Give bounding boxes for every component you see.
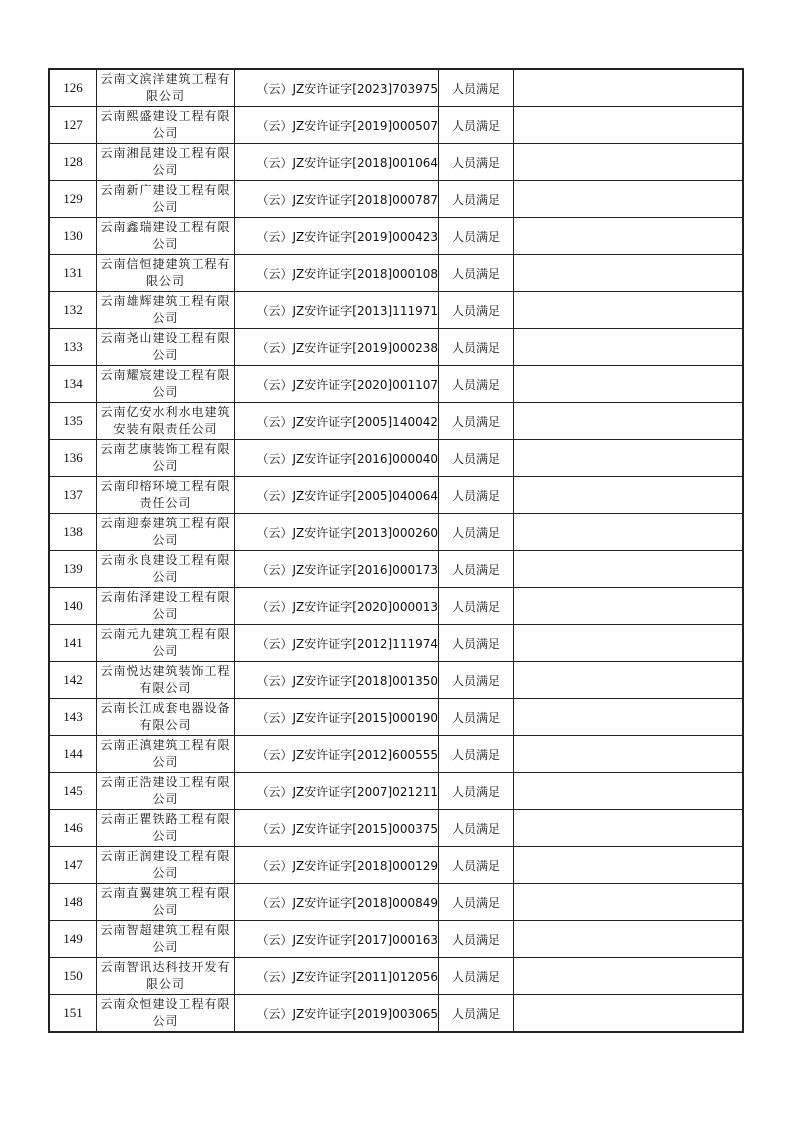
cell-note — [514, 69, 744, 107]
cell-note — [514, 440, 744, 477]
table-row — [49, 551, 743, 588]
cell-note — [514, 329, 744, 366]
cell-number: 150 — [49, 958, 97, 995]
cell-note — [514, 773, 744, 810]
cell-note — [514, 514, 744, 551]
cell-status: 人员满足 — [439, 440, 514, 477]
cell-company-name: 云南信恒捷建筑工程有限公司 — [97, 255, 235, 292]
cell-number: 143 — [49, 699, 97, 736]
cell-note — [514, 958, 744, 995]
cell-company-name: 云南新广建设工程有限公司 — [97, 181, 235, 218]
table-row — [49, 255, 743, 292]
cell-note — [514, 588, 744, 625]
cell-company-name: 云南艺康装饰工程有限公司 — [97, 440, 235, 477]
cell-permit-number: （云）JZ安许证字[2012]111974 — [235, 625, 439, 662]
table-row — [49, 107, 743, 144]
cell-status: 人员满足 — [439, 884, 514, 921]
cell-company-name: 云南悦达建筑装饰工程有限公司 — [97, 662, 235, 699]
cell-number: 134 — [49, 366, 97, 403]
cell-company-name: 云南印榕环境工程有限责任公司 — [97, 477, 235, 514]
table-row — [49, 958, 743, 995]
cell-number: 127 — [49, 107, 97, 144]
cell-status: 人员满足 — [439, 958, 514, 995]
cell-permit-number: （云）JZ安许证字[2013]111971 — [235, 292, 439, 329]
table-row — [49, 662, 743, 699]
cell-permit-number: （云）JZ安许证字[2018]000108 — [235, 255, 439, 292]
cell-number: 139 — [49, 551, 97, 588]
cell-permit-number: （云）JZ安许证字[2011]012056 — [235, 958, 439, 995]
cell-note — [514, 736, 744, 773]
cell-note — [514, 625, 744, 662]
cell-status: 人员满足 — [439, 218, 514, 255]
cell-company-name: 云南智超建筑工程有限公司 — [97, 921, 235, 958]
cell-number: 141 — [49, 625, 97, 662]
cell-company-name: 云南熙盛建设工程有限公司 — [97, 107, 235, 144]
cell-number: 128 — [49, 144, 97, 181]
cell-number: 145 — [49, 773, 97, 810]
cell-status: 人员满足 — [439, 662, 514, 699]
cell-number: 151 — [49, 995, 97, 1033]
cell-note — [514, 403, 744, 440]
cell-company-name: 云南佑泽建设工程有限公司 — [97, 588, 235, 625]
cell-number: 126 — [49, 69, 97, 107]
cell-note — [514, 181, 744, 218]
table-row — [49, 403, 743, 440]
cell-status: 人员满足 — [439, 514, 514, 551]
cell-note — [514, 366, 744, 403]
cell-permit-number: （云）JZ安许证字[2019]000423 — [235, 218, 439, 255]
cell-number: 135 — [49, 403, 97, 440]
table-row — [49, 810, 743, 847]
cell-note — [514, 847, 744, 884]
table-row — [49, 736, 743, 773]
cell-permit-number: （云）JZ安许证字[2018]000129 — [235, 847, 439, 884]
cell-status: 人员满足 — [439, 625, 514, 662]
cell-permit-number: （云）JZ安许证字[2013]000260 — [235, 514, 439, 551]
cell-status: 人员满足 — [439, 292, 514, 329]
cell-company-name: 云南正浩建设工程有限公司 — [97, 773, 235, 810]
cell-note — [514, 810, 744, 847]
table-row — [49, 366, 743, 403]
cell-status: 人员满足 — [439, 255, 514, 292]
table-row — [49, 69, 743, 107]
cell-number: 149 — [49, 921, 97, 958]
cell-permit-number: （云）JZ安许证字[2018]000849 — [235, 884, 439, 921]
cell-status: 人员满足 — [439, 995, 514, 1033]
table-row — [49, 440, 743, 477]
qualification-table — [48, 68, 744, 1033]
cell-company-name: 云南雄辉建筑工程有限公司 — [97, 292, 235, 329]
cell-note — [514, 144, 744, 181]
cell-note — [514, 884, 744, 921]
cell-company-name: 云南正滇建筑工程有限公司 — [97, 736, 235, 773]
cell-status: 人员满足 — [439, 699, 514, 736]
cell-status: 人员满足 — [439, 847, 514, 884]
table-row — [49, 588, 743, 625]
cell-number: 147 — [49, 847, 97, 884]
table-row — [49, 773, 743, 810]
cell-permit-number: （云）JZ安许证字[2018]001064 — [235, 144, 439, 181]
cell-permit-number: （云）JZ安许证字[2016]000040 — [235, 440, 439, 477]
cell-permit-number: （云）JZ安许证字[2005]040064 — [235, 477, 439, 514]
cell-number: 137 — [49, 477, 97, 514]
cell-status: 人员满足 — [439, 810, 514, 847]
cell-status: 人员满足 — [439, 366, 514, 403]
cell-number: 142 — [49, 662, 97, 699]
cell-company-name: 云南亿安水利水电建筑安装有限责任公司 — [97, 403, 235, 440]
cell-status: 人员满足 — [439, 144, 514, 181]
table-row — [49, 181, 743, 218]
cell-permit-number: （云）JZ安许证字[2019]000238 — [235, 329, 439, 366]
table-row — [49, 329, 743, 366]
cell-company-name: 云南尧山建设工程有限公司 — [97, 329, 235, 366]
cell-number: 132 — [49, 292, 97, 329]
cell-permit-number: （云）JZ安许证字[2005]140042 — [235, 403, 439, 440]
cell-note — [514, 255, 744, 292]
cell-note — [514, 218, 744, 255]
cell-permit-number: （云）JZ安许证字[2023]703975 — [235, 69, 439, 107]
cell-company-name: 云南湘昆建设工程有限公司 — [97, 144, 235, 181]
cell-number: 148 — [49, 884, 97, 921]
cell-status: 人员满足 — [439, 329, 514, 366]
table-row — [49, 514, 743, 551]
cell-company-name: 云南文滨洋建筑工程有限公司 — [97, 69, 235, 107]
cell-status: 人员满足 — [439, 773, 514, 810]
table-row — [49, 847, 743, 884]
table-row — [49, 921, 743, 958]
table-row — [49, 884, 743, 921]
cell-permit-number: （云）JZ安许证字[2007]021211 — [235, 773, 439, 810]
cell-permit-number: （云）JZ安许证字[2015]000375 — [235, 810, 439, 847]
cell-status: 人员满足 — [439, 736, 514, 773]
cell-permit-number: （云）JZ安许证字[2019]003065 — [235, 995, 439, 1033]
table-row — [49, 218, 743, 255]
cell-status: 人员满足 — [439, 181, 514, 218]
cell-company-name: 云南众恒建设工程有限公司 — [97, 995, 235, 1033]
table-row — [49, 995, 743, 1033]
cell-company-name: 云南耀宸建设工程有限公司 — [97, 366, 235, 403]
cell-status: 人员满足 — [439, 403, 514, 440]
cell-status: 人员满足 — [439, 477, 514, 514]
cell-note — [514, 921, 744, 958]
cell-company-name: 云南正润建设工程有限公司 — [97, 847, 235, 884]
table-row — [49, 699, 743, 736]
cell-company-name: 云南迎泰建筑工程有限公司 — [97, 514, 235, 551]
table-row — [49, 625, 743, 662]
cell-permit-number: （云）JZ安许证字[2015]000190 — [235, 699, 439, 736]
cell-number: 146 — [49, 810, 97, 847]
cell-permit-number: （云）JZ安许证字[2018]000787 — [235, 181, 439, 218]
cell-number: 129 — [49, 181, 97, 218]
cell-status: 人员满足 — [439, 107, 514, 144]
cell-permit-number: （云）JZ安许证字[2016]000173 — [235, 551, 439, 588]
table-row — [49, 292, 743, 329]
cell-company-name: 云南长江成套电器设备有限公司 — [97, 699, 235, 736]
cell-permit-number: （云）JZ安许证字[2020]000013 — [235, 588, 439, 625]
cell-company-name: 云南元九建筑工程有限公司 — [97, 625, 235, 662]
cell-status: 人员满足 — [439, 551, 514, 588]
table-body — [49, 69, 743, 1032]
cell-permit-number: （云）JZ安许证字[2019]000507 — [235, 107, 439, 144]
cell-number: 136 — [49, 440, 97, 477]
cell-status: 人员满足 — [439, 69, 514, 107]
cell-permit-number: （云）JZ安许证字[2020]001107 — [235, 366, 439, 403]
table-row — [49, 144, 743, 181]
cell-note — [514, 477, 744, 514]
cell-note — [514, 699, 744, 736]
cell-number: 140 — [49, 588, 97, 625]
cell-permit-number: （云）JZ安许证字[2018]001350 — [235, 662, 439, 699]
cell-company-name: 云南永良建设工程有限公司 — [97, 551, 235, 588]
cell-number: 138 — [49, 514, 97, 551]
cell-company-name: 云南正瞿铁路工程有限公司 — [97, 810, 235, 847]
cell-number: 144 — [49, 736, 97, 773]
cell-permit-number: （云）JZ安许证字[2017]000163 — [235, 921, 439, 958]
cell-note — [514, 662, 744, 699]
cell-number: 133 — [49, 329, 97, 366]
cell-number: 131 — [49, 255, 97, 292]
cell-status: 人员满足 — [439, 588, 514, 625]
cell-company-name: 云南智讯达科技开发有限公司 — [97, 958, 235, 995]
cell-company-name: 云南鑫瑞建设工程有限公司 — [97, 218, 235, 255]
cell-status: 人员满足 — [439, 921, 514, 958]
cell-note — [514, 551, 744, 588]
table-row — [49, 477, 743, 514]
cell-note — [514, 292, 744, 329]
cell-note — [514, 107, 744, 144]
cell-number: 130 — [49, 218, 97, 255]
cell-company-name: 云南直翼建筑工程有限公司 — [97, 884, 235, 921]
cell-permit-number: （云）JZ安许证字[2012]600555 — [235, 736, 439, 773]
cell-note — [514, 995, 744, 1033]
